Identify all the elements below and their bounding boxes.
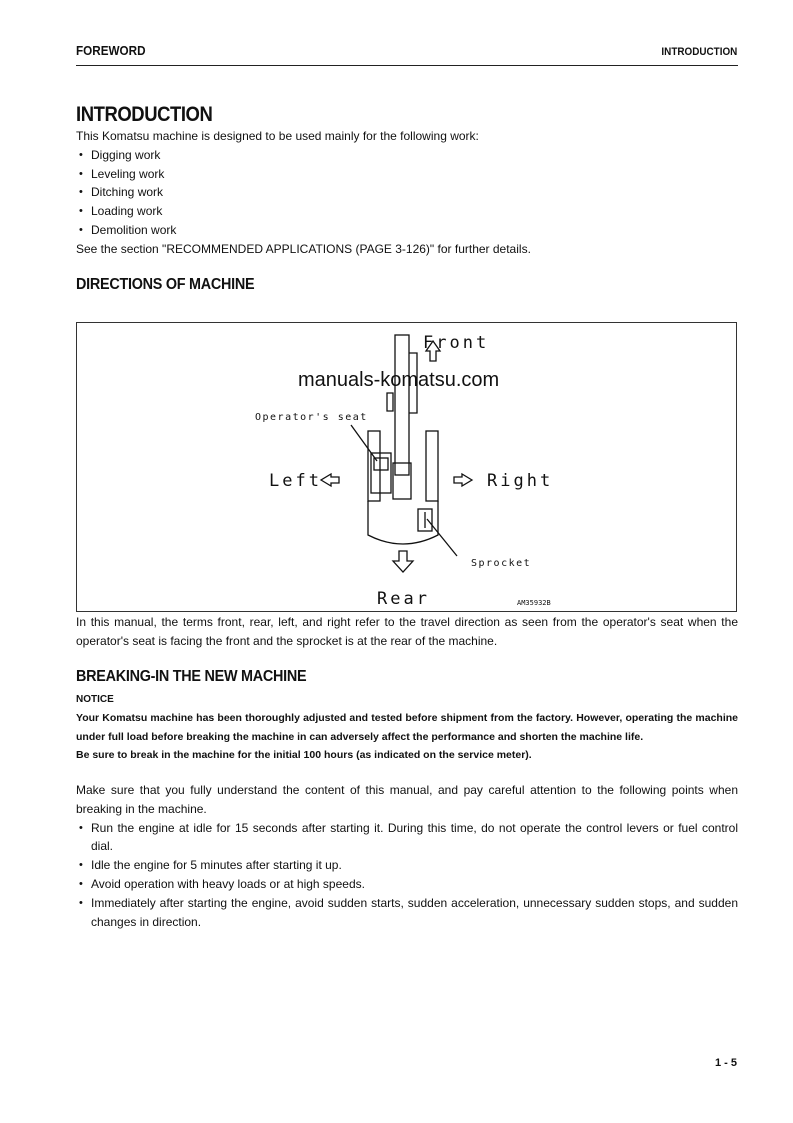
notice-title: NOTICE — [76, 694, 114, 705]
breaking-in-item: • Run the engine at idle for 15 seconds after starting it. During this time, do not operate the control levers or fuel control dial. — [76, 819, 738, 857]
front-label: Front — [423, 333, 490, 353]
page-number: 1 - 5 — [714, 1057, 737, 1069]
directions-figure — [76, 322, 737, 612]
arm-shape — [395, 335, 409, 475]
breaking-in-body — [76, 781, 738, 931]
rear-arrow-icon — [393, 551, 413, 572]
rear-label: Rear — [377, 589, 430, 609]
notice-paragraph: Your Komatsu machine has been thoroughly adjusted and tested before shipment from the factory. However, operating the machine under full load before breaking the machine in can adversely affect the performance and shorten the machine life. — [76, 712, 738, 743]
boom-base — [393, 463, 411, 499]
track-right — [426, 431, 438, 501]
sprocket-label: Sprocket — [471, 558, 532, 569]
running-header-right: INTRODUCTION — [661, 46, 737, 58]
breaking-in-item: • Idle the engine for 5 minutes after starting it up. — [76, 856, 738, 875]
work-item: • Ditching work — [76, 183, 738, 202]
introduction-title: INTRODUCTION — [76, 103, 213, 126]
directions-title: DIRECTIONS OF MACHINE — [76, 276, 255, 293]
cylinder-left — [387, 393, 393, 411]
upper-body — [368, 501, 438, 544]
introduction-body — [76, 127, 738, 259]
directions-caption: In this manual, the terms front, rear, left, and right refer to the travel direction as seen from the operator's seat when the operator's seat is facing the front and the sprocket is at the rear of the machine. — [76, 615, 738, 648]
header-rule — [76, 65, 738, 66]
see-also-text: See the section "RECOMMENDED APPLICATIONS (PAGE 3-126)" for further details. — [76, 241, 531, 256]
right-label: Right — [487, 471, 554, 491]
breaking-in-lead: Make sure that you fully understand the content of this manual, and pay careful attention to the following points when breaking in the machine. — [76, 783, 738, 816]
work-item: • Loading work — [76, 202, 738, 221]
notice-paragraph: Be sure to break in the machine for the initial 100 hours (as indicated on the service meter). — [76, 749, 532, 761]
introduction-lead: This Komatsu machine is designed to be used mainly for the following work: — [76, 129, 479, 143]
work-item: • Digging work — [76, 146, 738, 165]
work-item: • Demolition work — [76, 221, 738, 240]
right-arrow-icon — [454, 474, 472, 486]
breaking-in-title: BREAKING-IN THE NEW MACHINE — [76, 668, 307, 685]
figure-code: AM35932B — [517, 599, 551, 607]
watermark-text: manuals-komatsu.com — [298, 369, 500, 391]
introduction-section — [76, 103, 738, 127]
machine-diagram — [77, 323, 736, 611]
breaking-in-item: • Immediately after starting the engine, avoid sudden starts, sudden acceleration, unnecessary sudden stops, and sudden changes in direction. — [76, 894, 738, 932]
running-header-left: FOREWORD — [76, 43, 146, 58]
left-label: Left — [269, 471, 322, 491]
work-item: • Leveling work — [76, 165, 738, 184]
operator-seat-label: Operator's seat — [255, 412, 368, 423]
left-arrow-icon — [321, 474, 339, 486]
notice-text — [76, 709, 738, 765]
breaking-in-item: • Avoid operation with heavy loads or at high speeds. — [76, 875, 738, 894]
